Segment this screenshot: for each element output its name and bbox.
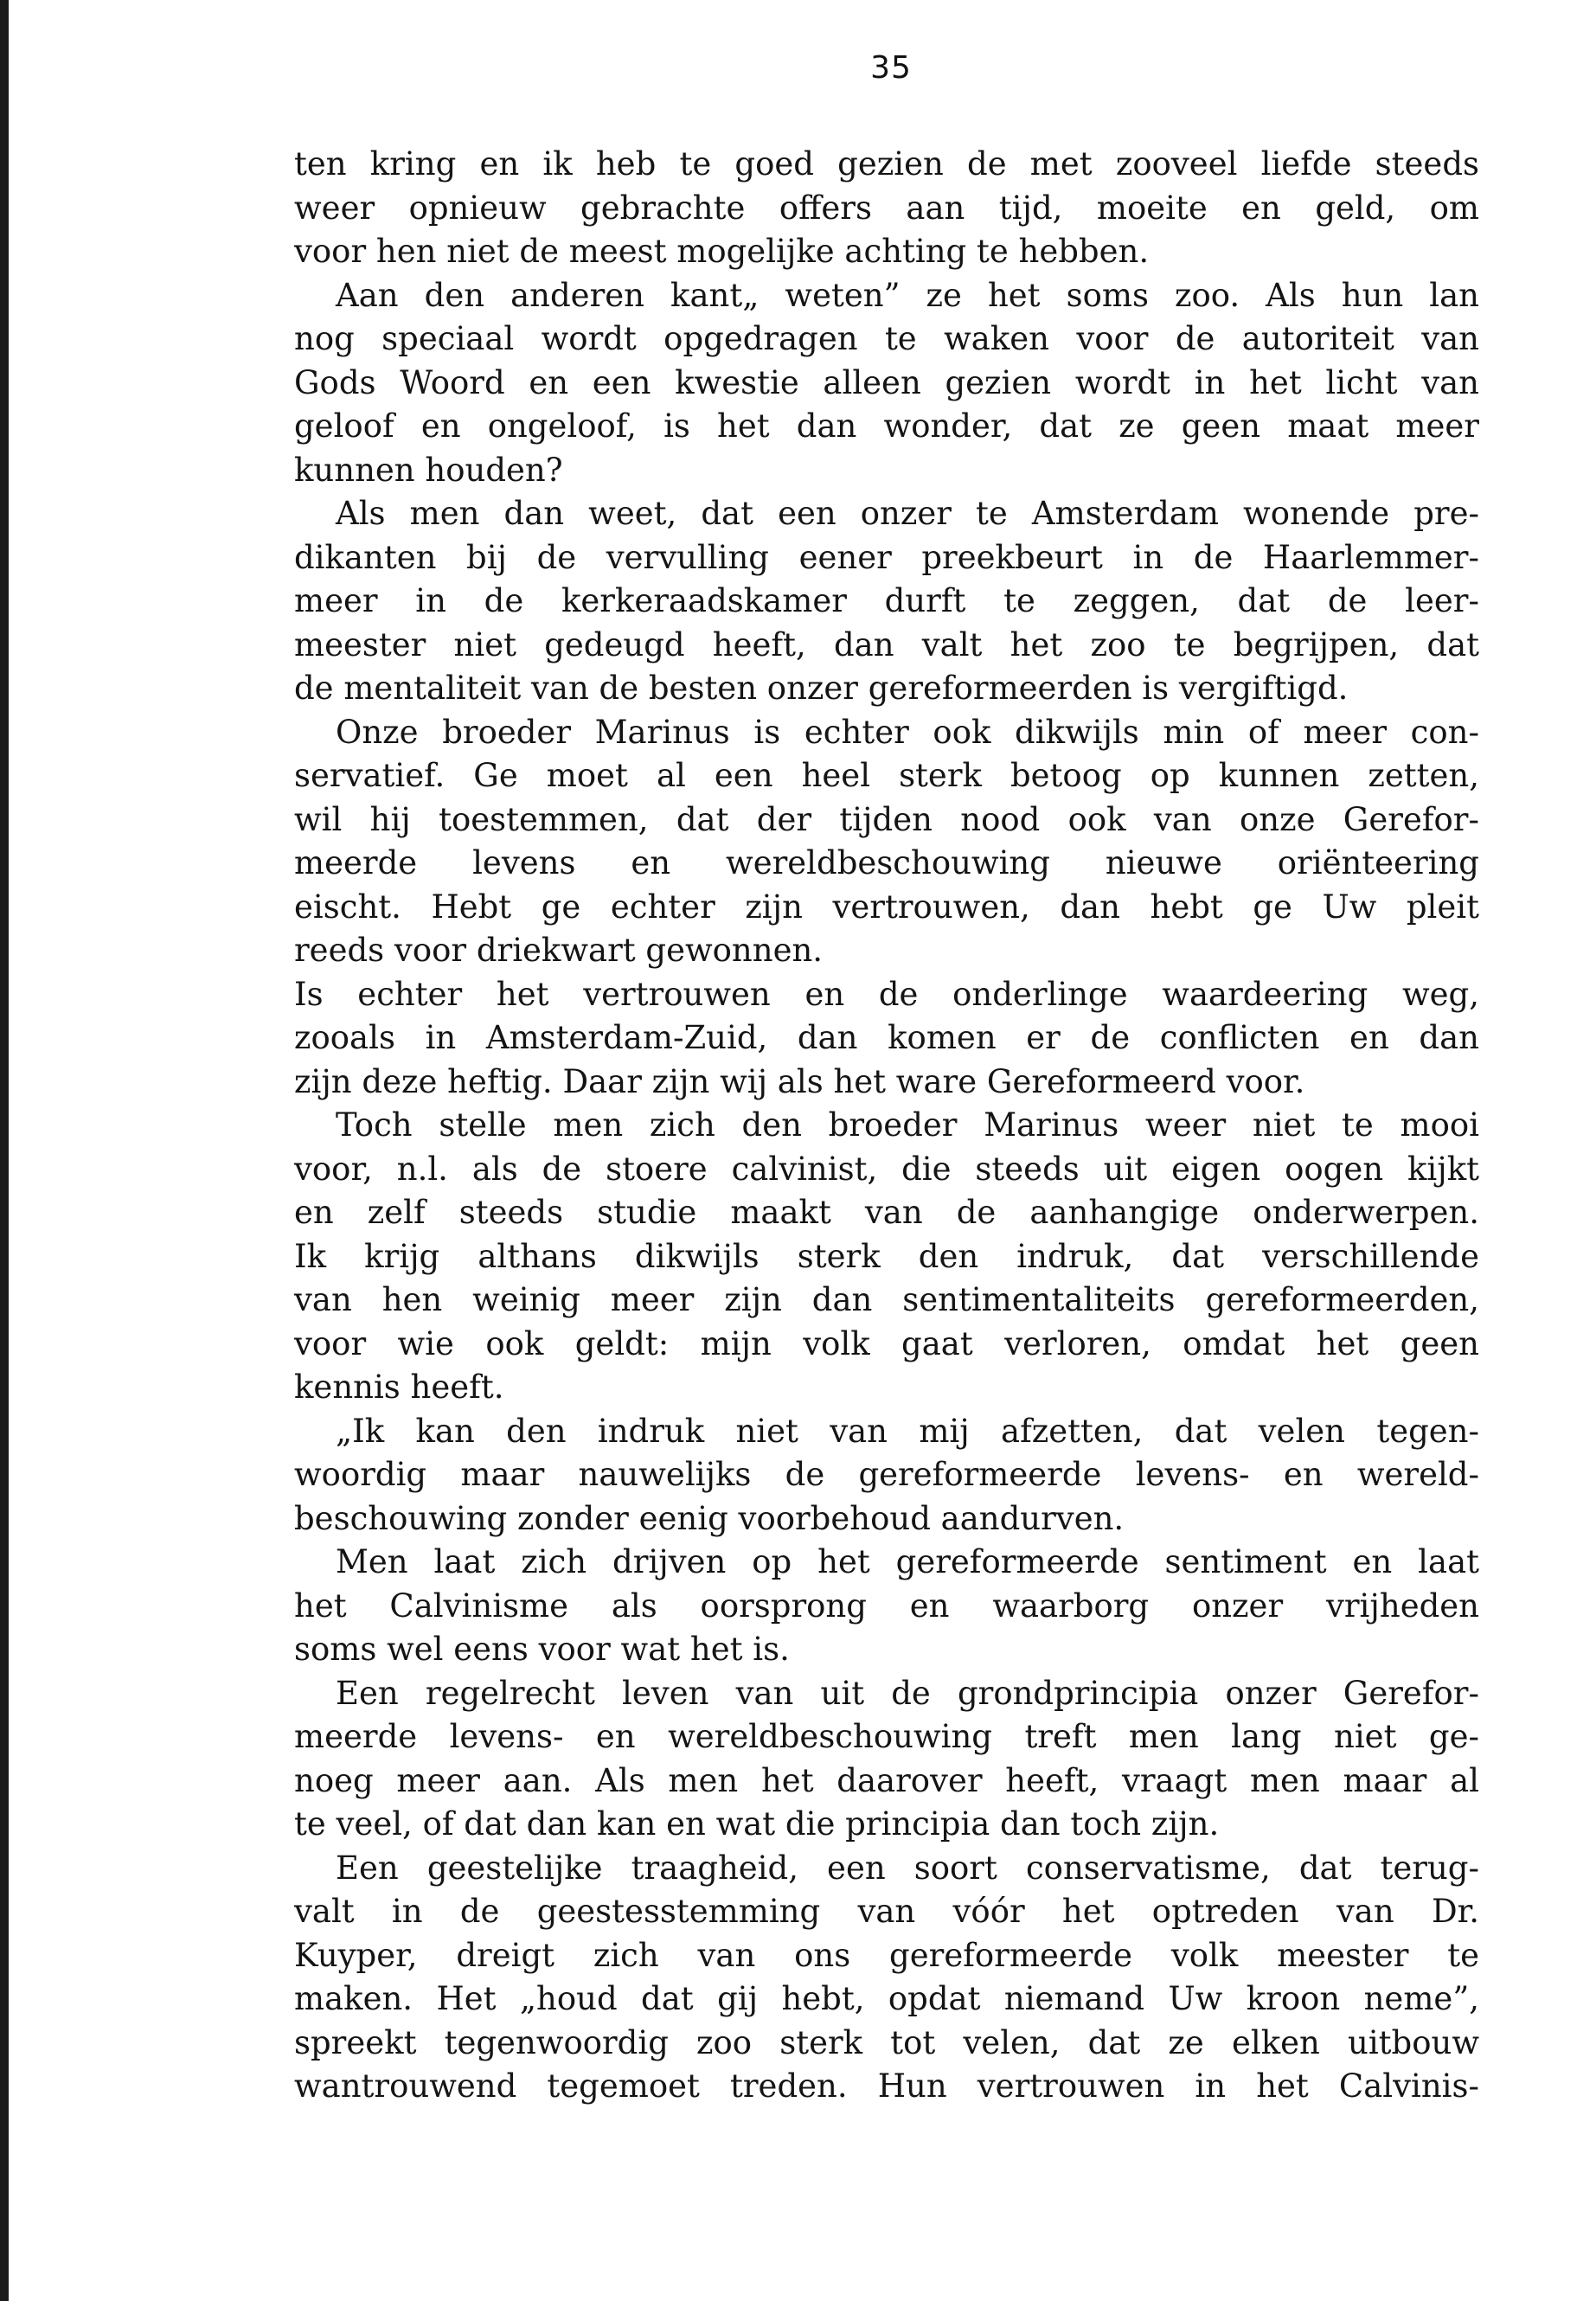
text-line: Is echter het vertrouwen en de onderlinge waardeering weg,	[294, 975, 1479, 1013]
text-line: Kuyper, dreigt zich van ons gereformeerde volk meester te	[294, 1936, 1479, 1974]
text-line: nog speciaal wordt opgedragen te waken voor de autoriteit van	[294, 320, 1479, 357]
text-line: van hen weinig meer zijn dan sentimentaliteits gereformeerden,	[294, 1281, 1479, 1318]
text-line: dikanten bij de vervulling eener preekbeurt in de Haarlemmer-	[294, 538, 1479, 576]
text-line: meerde levens- en wereldbeschouwing treft men lang niet ge-	[294, 1718, 1479, 1755]
text-line: en zelf steeds studie maakt van de aanhangige onderwerpen.	[294, 1194, 1479, 1231]
text-line: Ik krijg althans dikwijls sterk den indruk, dat verschillende	[294, 1237, 1479, 1275]
text-line: Een geestelijke traagheid, een soort conservatisme, dat terug-	[336, 1849, 1479, 1887]
text-line: servatief. Ge moet al een heel sterk betoog op kunnen zetten,	[294, 757, 1479, 794]
text-line: meerde levens en wereldbeschouwing nieuwe oriënteering	[294, 844, 1479, 881]
text-line: voor wie ook geldt: mijn volk gaat verloren, omdat het geen	[294, 1324, 1479, 1362]
text-line: valt in de geestesstemming van vóór het optreden van Dr.	[294, 1893, 1479, 1930]
text-line: meer in de kerkeraadskamer durft te zeggen, dat de leer-	[294, 582, 1479, 619]
text-line: te veel, of dat dan kan en wat die principia dan toch zijn.	[294, 1805, 1220, 1843]
text-line: voor, n.l. als de stoere calvinist, die steeds uit eigen oogen kijkt	[294, 1150, 1479, 1188]
text-line: kunnen houden?	[294, 451, 563, 489]
text-line: geloof en ongeloof, is het dan wonder, dat ze geen maat meer	[294, 407, 1479, 445]
text-line: Men laat zich drijven op het gereformeerde sentiment en laat	[336, 1543, 1479, 1580]
text-line: maken. Het „houd dat gij hebt, opdat niemand Uw kroon neme”,	[294, 1980, 1479, 2017]
text-line: spreekt tegenwoordig zoo sterk tot velen, dat ze elken uitbouw	[294, 2023, 1479, 2061]
body-text	[294, 143, 1479, 2109]
text-line: meester niet gedeugd heeft, dan valt het zoo te begrijpen, dat	[294, 625, 1479, 663]
text-line: eischt. Hebt ge echter zijn vertrouwen, dan hebt ge Uw pleit	[294, 888, 1479, 926]
text-line: zooals in Amsterdam-Zuid, dan komen er de conflicten en dan	[294, 1019, 1479, 1056]
text-line: „Ik kan den indruk niet van mij afzetten, dat velen tegen-	[336, 1412, 1479, 1450]
text-line: Aan den anderen kant„ weten” ze het soms zoo. Als hun lan	[336, 276, 1479, 314]
text-line: wantrouwend tegemoet treden. Hun vertrouwen in het Calvinis-	[294, 2067, 1479, 2105]
text-line: ten kring en ik heb te goed gezien de met zooveel liefde steeds	[294, 145, 1479, 183]
text-line: weer opnieuw gebrachte offers aan tijd, moeite en geld, om	[294, 189, 1479, 227]
text-line: soms wel eens voor wat het is.	[294, 1631, 790, 1668]
text-line: voor hen niet de meest mogelijke achting te hebben.	[294, 233, 1150, 270]
text-line: beschouwing zonder eenig voorbehoud aandurven.	[294, 1499, 1125, 1537]
text-line: Toch stelle men zich den broeder Marinus weer niet te mooi	[336, 1106, 1479, 1144]
text-line: noeg meer aan. Als men het daarover heeft, vraagt men maar al	[294, 1761, 1479, 1799]
text-line: Gods Woord en een kwestie alleen gezien wordt in het licht van	[294, 363, 1479, 401]
text-line: Een regelrecht leven van uit de grondprincipia onzer Gerefor-	[336, 1674, 1479, 1712]
text-line: woordig maar nauwelijks de gereformeerde levens- en wereld-	[294, 1456, 1479, 1493]
text-line: Onze broeder Marinus is echter ook dikwijls min of meer con-	[336, 713, 1479, 751]
text-line: het Calvinisme als oorsprong en waarborg onzer vrijheden	[294, 1586, 1479, 1625]
text-line: zijn deze heftig. Daar zijn wij als het ware Gereformeerd voor.	[294, 1062, 1305, 1100]
text-line: de mentaliteit van de besten onzer gereformeerden is vergiftigd.	[294, 670, 1349, 707]
text-line: kennis heeft.	[294, 1368, 504, 1406]
text-line: reeds voor driekwart gewonnen.	[294, 932, 824, 969]
text-line: wil hij toestemmen, dat der tijden nood ook van onze Gerefor-	[294, 800, 1479, 838]
page-edge-rule	[0, 0, 9, 2301]
text-line: Als men dan weet, dat een onzer te Amsterdam wonende pre-	[336, 495, 1479, 532]
page-number: 35	[870, 50, 912, 86]
